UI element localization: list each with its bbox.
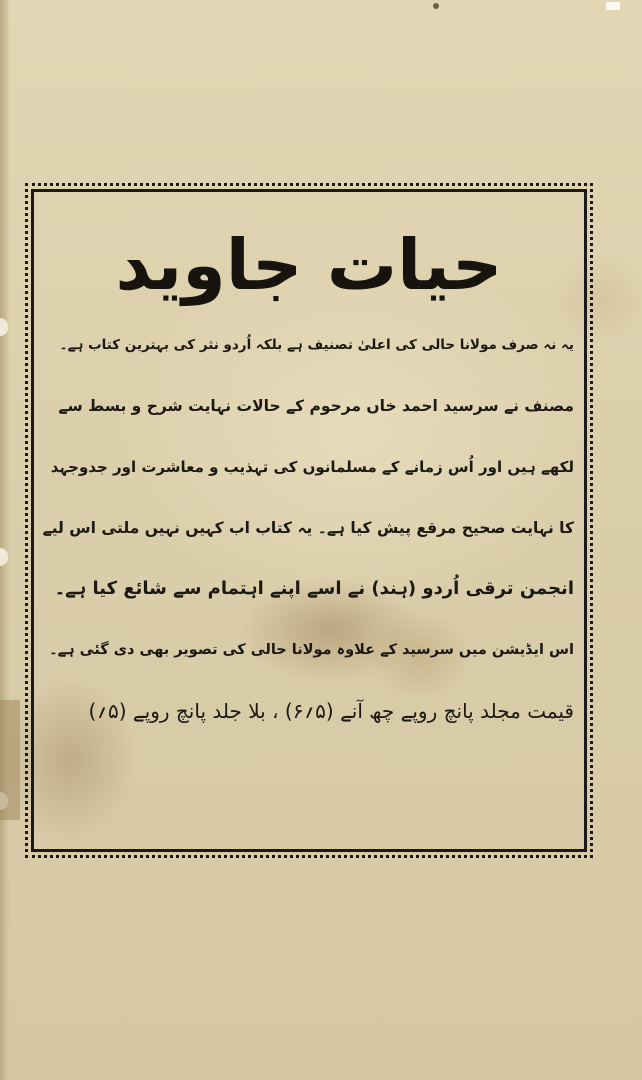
text-line: اس ایڈیشن میں سرسید کے علاوہ مولانا حالی کی تصویر بھی دی گئی ہے۔ — [49, 642, 574, 658]
text-line: مصنف نے سرسید احمد خاں مرحوم کے حالات نہایت شرح و بسط سے — [58, 397, 574, 415]
publisher-line: انجمن ترقی اُردو (ہند) نے اسے اپنے اہتمام سے شائع کیا ہے۔ — [54, 578, 574, 599]
binding-edge — [0, 0, 10, 1080]
text-line: یہ نہ صرف مولانا حالی کی اعلیٰ تصنیف ہے بلکہ اُردو نثر کی بہترین کتاب ہے۔ — [59, 337, 574, 353]
ornamental-border — [25, 183, 593, 858]
price-line: قیمت مجلد پانچ روپے چھ آنے (۵؍۶) ، بلا جلد پانچ روپے (۵؍) — [88, 699, 574, 723]
paper-damage — [0, 700, 20, 820]
paper-tear-mark — [606, 2, 620, 10]
text-line: لکھے ہیں اور اُس زمانے کے مسلمانوں کی تہذیب و معاشرت اور جدوجہد — [50, 458, 574, 476]
text-line: کا نہایت صحیح مرقع پیش کیا ہے۔ یہ کتاب اب کہیں نہیں ملتی اس لیے — [42, 519, 574, 537]
book-title: حیات جاوید — [115, 224, 503, 306]
ink-spot — [433, 3, 439, 9]
